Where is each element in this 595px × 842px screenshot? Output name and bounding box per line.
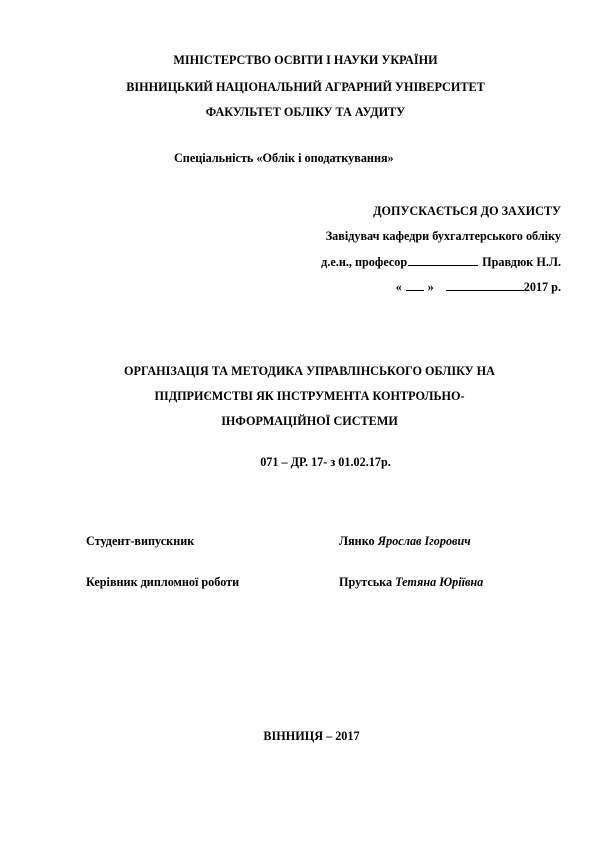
approval-heading: ДОПУСКАЄТЬСЯ ДО ЗАХИСТУ: [373, 204, 561, 218]
date-open-quote: «: [395, 280, 402, 294]
signature-blank: [408, 254, 478, 266]
day-blank: [406, 279, 424, 291]
thesis-code: 071 – ДР. 17- з 01.02.17р.: [260, 455, 391, 469]
approval-year: 2017 р.: [523, 280, 561, 294]
head-of-department: Завідувач кафедри бухгалтерського обліку: [325, 229, 561, 243]
thesis-title-line-1: ОРГАНІЗАЦІЯ ТА МЕТОДИКА УПРАВЛІНСЬКОГО ОБЛІКУ НА: [124, 364, 495, 378]
ministry-name: МІНІСТЕРСТВО ОСВІТИ І НАУКИ УКРАЇНИ: [173, 53, 438, 67]
student-label: Студент-випускник: [86, 534, 195, 548]
student-name: [339, 534, 471, 548]
supervisor-given-names: Тетяна Юріївна: [395, 575, 484, 589]
degree-prefix: д.е.н., професор: [321, 255, 408, 269]
student-surname: Лянко: [339, 534, 378, 548]
university-name: ВІННИЦЬКИЙ НАЦІОНАЛЬНИЙ АГРАРНИЙ УНІВЕРСИТЕТ: [126, 80, 485, 94]
date-close-quote: »: [427, 280, 434, 294]
faculty-name: ФАКУЛЬТЕТ ОБЛІКУ ТА АУДИТУ: [205, 105, 406, 119]
specialty-value: «Облік і оподаткування»: [256, 151, 394, 165]
professor-signature-line: [321, 254, 561, 269]
supervisor-surname: Прутська: [339, 575, 396, 589]
thesis-title-line-2: ПІДПРИЄМСТВІ ЯК ІНСТРУМЕНТА КОНТРОЛЬНО-: [154, 389, 465, 403]
month-blank: [446, 279, 524, 291]
head-name: Правдюк Н.Л.: [482, 255, 561, 269]
supervisor-name: [339, 575, 483, 589]
supervisor-label: Керівник дипломної роботи: [86, 575, 240, 589]
thesis-title-line-3: ІНФОРМАЦІЙНОЇ СИСТЕМИ: [221, 414, 398, 428]
student-given-names: Ярослав Ігорович: [377, 534, 471, 548]
city-year-footer: ВІННИЦЯ – 2017: [263, 729, 360, 743]
specialty-label: Спеціальність: [174, 151, 257, 165]
specialty-line: [174, 151, 394, 165]
approval-date-line: [396, 279, 561, 294]
